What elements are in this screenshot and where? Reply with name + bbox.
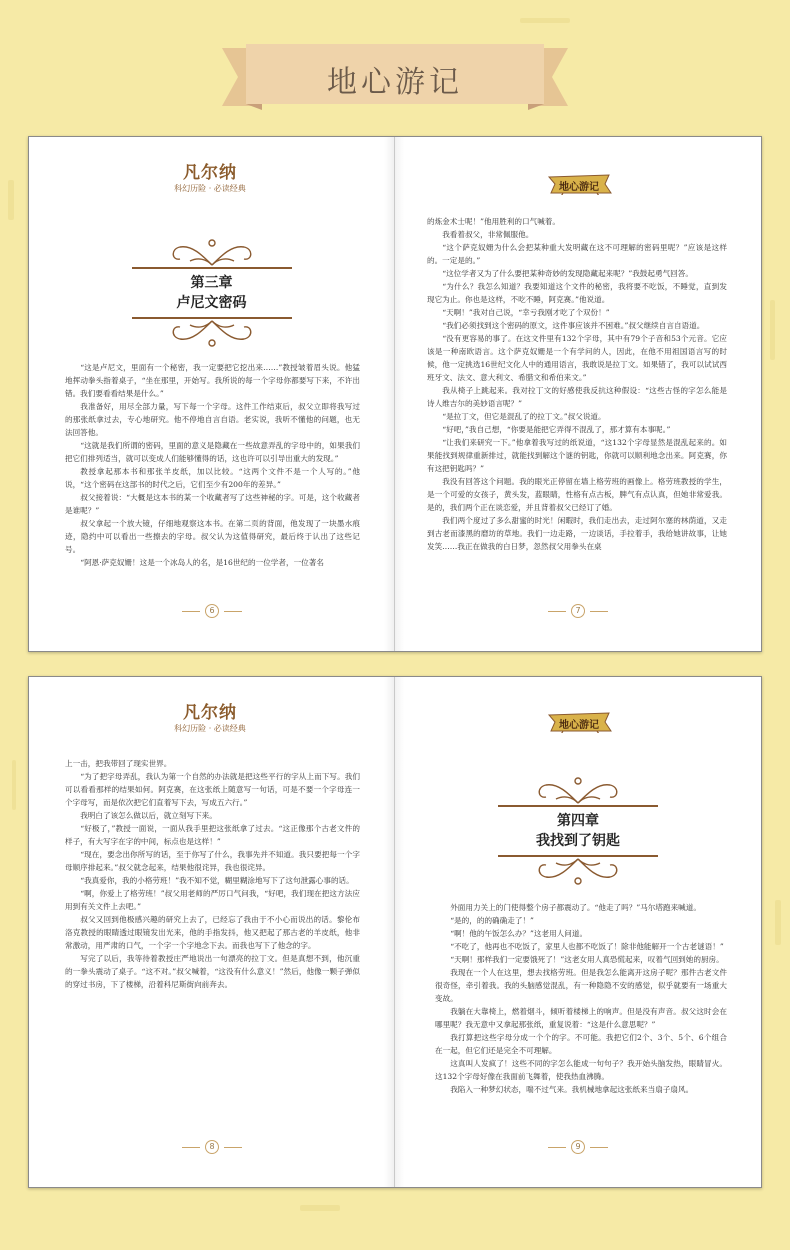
page-9 (395, 677, 761, 1187)
paragraph: 我打算把这些字母分成一个个的字。不可能。我把它们2个、3个、5个、6个组合在一起，但它们还是完全不可理解。 (435, 1033, 727, 1055)
paragraph: “啊，你爱上了格劳班！”叔父用老师的严厉口气问我，“好吧，我们现在把这方法应用到有关文件上去吧。” (65, 889, 360, 911)
paragraph: 我现在一个人在这里，想去找格劳班。但是我怎么能离开这房子呢？那件古老文件很奇怪，牵引着我。我的头脑感觉混乱，有一种隐隐不安的感觉，似乎就要有一场重大变故。 (435, 968, 727, 1003)
paragraph: “没有更容易的事了。在这文件里有132个字母，其中有79个子音和53个元音。它应该是一种南欧语言。这个萨克奴姗是一个有学问的人，因此，在他不用祖国语言写的时候，他一定挑选16世纪文化人中的通用语言，我敢说是拉丁文。如果错了，我可以试试西班牙文、法文、意大利文、希腊文和希伯来文。” (427, 334, 727, 382)
chapter-ornament-bottom (132, 315, 292, 351)
paragraph: 叔父又回到他极感兴趣的研究上去了，已经忘了我由于不小心而说出的话。黎伦布洛克教授的眼睛透过眼镜发出光来，他的手指发抖，他又把起了那古老的羊皮纸，他非常激动，用严肃的口气，一个字一个字地念下去。而我也写下了他念的字。 (65, 915, 360, 950)
paragraph: “这就是我们所谓的密码，里面的意义是隐藏在一些故意弄乱的字母中的，如果我们把它们排列适当，就可以变成人们能够懂得的话，这也许可以引导出重大的发现。” (65, 441, 360, 463)
series-logo (165, 703, 255, 745)
book-logo-text: 地心游记 (559, 720, 599, 731)
paragraph: “让我们来研究一下。”他拿着我写过的纸说道，“这132个字母显然是混乱起来的。如果能找到规律重新排过，就能找到解这个谜的钥匙，你就可以顺利地念出来。阿克赛，你有这把钥匙吗？” (427, 438, 727, 473)
paragraph: 我明白了该怎么做以后，就立刻写下来。 (80, 811, 217, 820)
paragraph: 这真叫人发疯了！这些不同的字怎么能成一句句子？我开始头脑发热，眼睛冒火。这132个字母好像在我面前飞舞着，使我热血沸腾。 (435, 1059, 727, 1081)
paragraph: 我从椅子上跳起来。我对拉丁文的好感使我反抗这种假设：“这些古怪的字怎么能是诗人维吉尔的美妙语言呢？” (427, 386, 727, 408)
page-number (548, 1140, 608, 1154)
series-logo-sub: 科幻历险 · 必读经典 (174, 724, 246, 733)
paragraph: “好吧，”我自己想，“你要是能把它弄得不混乱了，那才算有本事呢。” (442, 425, 671, 434)
page-number (548, 604, 608, 618)
page-6 (29, 137, 394, 651)
paragraph: 我们两个度过了多么甜蜜的时光！闲暇时，我们走出去，走过阿尔塞的林荫道，又走到古老而漆黑的磨坊的草地。我们一边走路，一边谈话，手拉着手，我给她讲故事，让她发笑……我正在做我的白日梦，忽然叔父用拳头在桌 (427, 516, 727, 551)
paragraph: “这位学者又为了什么要把某种奇妙的发现隐藏起来呢？”我鼓起勇气回答。 (442, 269, 693, 278)
paragraph: 我看着叔父，非常佩服他。 (442, 230, 534, 239)
book-logo (543, 171, 615, 201)
paragraph: 我没有回答这个问题。我的眼光正停留在墙上格劳班的画像上。格劳班教授的学生，是一个可爱的女孩子，黄头发，蓝眼睛，性格有点古板，脾气有点认真，但她非常爱我。是的，我们两个正在谈恋爱，并且背着叔父已经订了婚。 (427, 477, 727, 512)
paragraph: “不吃了，他再也不吃饭了，家里人也都不吃饭了！除非他能解开一个古老谜语！” (450, 942, 724, 951)
paragraph: 叔父接着说：“大概是这本书的某一个收藏者写了这些神秘的字。可是，这个收藏者是谁呢？” (65, 493, 360, 515)
series-logo-sub: 科幻历险 · 必读经典 (174, 184, 246, 193)
page-7 (395, 137, 761, 651)
chapter-title: 我找到了钥匙 (536, 833, 620, 849)
chapter-title: 卢尼文密码 (176, 295, 247, 311)
background-streak (12, 760, 16, 810)
background-streak (770, 300, 775, 360)
chapter-ornament-bottom (498, 853, 658, 889)
paragraph: “天啊！”我对自己说，“幸亏我刚才吃了个双份！” (442, 308, 610, 317)
page-number-value: 7 (571, 604, 585, 618)
book-spread-bottom (28, 676, 762, 1188)
paragraph: “是拉丁文，但它是混乱了的拉丁文。”叔父说道。 (442, 412, 606, 421)
body-text (435, 901, 727, 1096)
paragraph: “好极了，”教授一面说，一面从我手里把这张纸拿了过去。“这正像那个古老文件的样子，有大写字在字的中间，标点也是这样！” (65, 824, 360, 846)
paragraph: “是的，的的确确走了！” (450, 916, 534, 925)
paragraph: “为了把字母弄乱，我认为第一个自然的办法就是把这些平行的字从上而下写。我们可以看看那样的结果如何。阿克赛，在这张纸上随意写一句话，可是不要一个字母连一个字母写，而是依次把它们直着写下去，写成五六行。” (65, 772, 360, 807)
page-number-value: 6 (205, 604, 219, 618)
series-logo (165, 163, 255, 205)
chapter-number: 第三章 (190, 275, 233, 291)
page-number-value: 8 (205, 1140, 219, 1154)
body-text (65, 361, 360, 569)
chapter-ornament-top (498, 773, 658, 809)
paragraph: 我准备好，用尽全部力量，写下每一个字母。这件工作结束后，叔父立即将我写过的那张纸拿过去，专心地研究。他不停地自言自语。老实说，我听不懂他的问题，也无法回答他。 (65, 402, 360, 437)
body-text (65, 757, 360, 991)
paragraph: 我躺在大靠椅上，燃着烟斗，倾听着楼梯上的响声。但是没有声音。叔父这时会在哪里呢？我无意中又拿起那张纸，重复说着：“这是什么意思呢？” (435, 1007, 727, 1029)
series-logo-main: 凡尔纳 (183, 703, 237, 723)
paragraph: 外面用力关上的门使得整个房子都震动了。“他走了吗？”马尔塔跑来喊道。 (450, 903, 701, 912)
paragraph: 我陷入一种梦幻状态，喘不过气来。我机械地拿起这张纸来当扇子扇风。 (450, 1085, 694, 1094)
paragraph: “我真爱你，我的小格劳班！”我不知不觉，糊里糊涂地写下了这句泄露心事的话。 (80, 876, 354, 885)
body-text (427, 215, 727, 553)
paragraph: “啊！他的午饭怎么办？”这老用人问道。 (450, 929, 588, 938)
page-8 (29, 677, 394, 1187)
paragraph: 的炼金术士呢！”他用胜利的口气喊着。 (427, 217, 560, 226)
paragraph: 上一击，把我带回了现实世界。 (65, 759, 172, 768)
paragraph: 叔父拿起一个放大镜，仔细地观察这本书。在第二页的背面，他发现了一块墨水痕迹，隐约中可以看出一些擦去的字母。叔父认为这值得研究，最后终于认出了这些记号。 (65, 519, 360, 554)
paragraph: 写完了以后，我等待着教授庄严地说出一句漂亮的拉丁文。但是真想不到，他沉重的一拳头震动了桌子。“这不对。”叔父喊着，“这没有什么意义！”然后，他像一颗子弹似的穿过书房，下了楼梯，沿着科尼斯街向前奔去。 (65, 954, 360, 989)
background-streak (300, 1205, 340, 1211)
paragraph: “我们必须找到这个密码的原文，这件事应该并不困难。”叔父继续自言自语道。 (442, 321, 705, 330)
paragraph: “这是卢尼文，里面有一个秘密，我一定要把它挖出来……”教授皱着眉头说。他猛地挥动拳头指着桌子，“坐在那里，开始写。我所说的每一个字母你都要写下来，不许出错。我们要看看结果是什么。” (65, 363, 360, 398)
series-logo-main: 凡尔纳 (183, 163, 237, 183)
paragraph: 教授拿起那本书和那张羊皮纸，加以比较。“这两个文件不是一个人写的。”他说，“这个密码在这部书的时代之后，它们至少有200年的差异。” (65, 467, 360, 489)
banner-title: 地心游记 (327, 65, 463, 100)
title-banner (222, 44, 568, 110)
paragraph: “阿恩·萨克奴姗！这是一个冰岛人的名，是16世纪的一位学者，一位著名 (80, 558, 324, 567)
page-number (182, 604, 242, 618)
background-streak (775, 900, 781, 945)
paragraph: “为什么？我怎么知道？我要知道这个文件的秘密，我将要不吃饭，不睡觉，直到发现它为止。你也是这样，不吃不睡，阿克赛。”他说道。 (427, 282, 727, 304)
paragraph: “现在，要念出你所写的话，至于你写了什么，我事先并不知道。我只要把每一个字母顺序排起来。”叔父就念起来，结果他很诧异，我也很诧异。 (65, 850, 360, 872)
chapter-number: 第四章 (557, 813, 599, 829)
background-streak (520, 18, 570, 23)
book-spread-top (28, 136, 762, 652)
page-number (182, 1140, 242, 1154)
chapter-ornament-top (132, 235, 292, 271)
book-logo-text: 地心游记 (559, 182, 599, 193)
background-streak (8, 180, 14, 220)
paragraph: “这个萨克奴姗为什么会把某种重大发明藏在这不可理解的密码里呢？”应该是这样的。一定是的。” (427, 243, 727, 265)
book-logo (543, 709, 615, 739)
paragraph: “天啊！那样我们一定要饿死了！”这老女用人真恐慌起来，叹着气回到她的厨房。 (450, 955, 724, 964)
page-number-value: 9 (571, 1140, 585, 1154)
